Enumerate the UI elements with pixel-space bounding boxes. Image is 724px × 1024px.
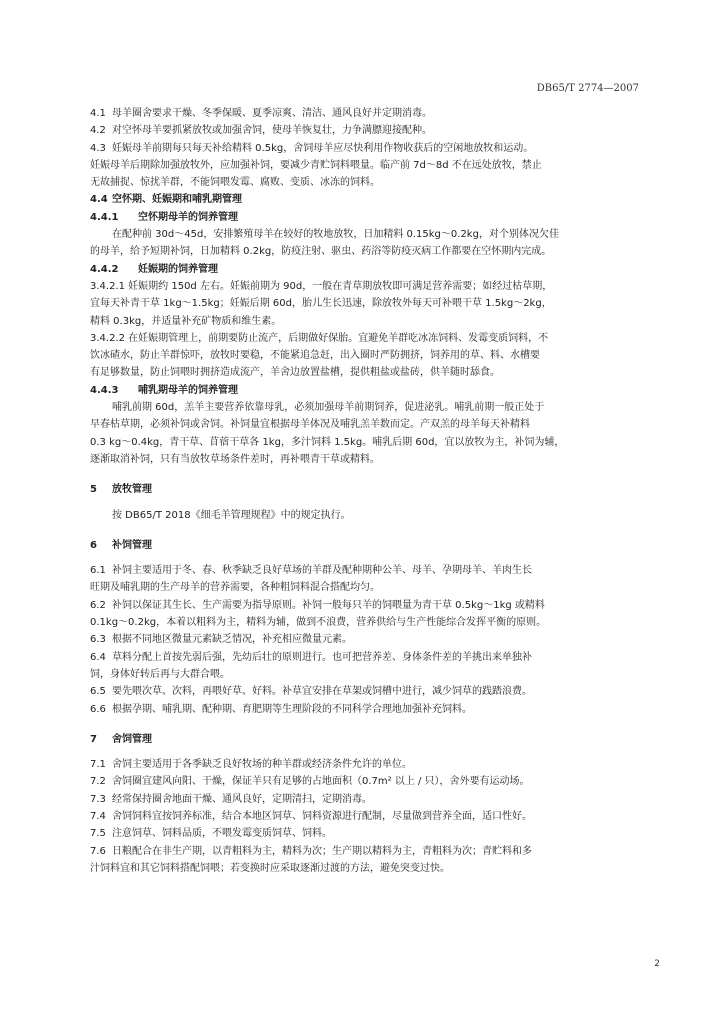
item-number: 4.3 — [90, 142, 106, 154]
document-body — [90, 105, 660, 877]
paragraph-text: 饲，身体好转后再与大群合喂。 — [90, 668, 230, 680]
section-number: 4.4.3 — [90, 384, 119, 396]
item-number: 6.6 — [90, 703, 106, 715]
paragraph-text: 对空怀母羊要抓紧放牧或加强舍饲，使母羊恢复壮，力争满膘迎接配种。 — [112, 125, 432, 137]
paragraph-text: 舍饲饲料宜按饲养标准，结合本地区饲草、饲料资源进行配制，尽量做到营养全面，适口性好。 — [112, 810, 532, 822]
paragraph-text: 旺期及哺乳期的生产母羊的营养需要，各种粗饲料混合搭配均匀。 — [90, 582, 380, 594]
item-number: 6.1 — [90, 565, 106, 577]
paragraph-text: 哺乳前期 60d，羔羊主要营养依靠母乳，必须加强母羊前期饲养，促进泌乳。哺乳前期一般正处于 — [112, 402, 545, 414]
item-number: 4.2 — [90, 125, 106, 137]
paragraph-text: 补饲以保证其生长、生产需要为指导原则。补饲一般每只羊的饲喂量为青干草 0.5kg～1kg 或精料 — [112, 599, 545, 611]
paragraph-text: 0.1kg～0.2kg，本着以粗料为主，精料为辅，做到不浪费，营养供给与生产性能综合发挥平衡的原则。 — [90, 617, 547, 629]
paragraph-text: 舍饲圈宜建风向阳、干燥，保证羊只有足够的占地面积（0.7m² 以上 / 只），舍外要有运动场。 — [112, 776, 530, 788]
item-number: 7.2 — [90, 776, 106, 788]
document-id: DB65/T 2774—2007 — [536, 83, 639, 94]
paragraph-text: 补饲主要适用于冬、春、秋季缺乏良好草场的羊群及配种期种公羊、母羊、孕期母羊、羊肉生长 — [112, 565, 532, 577]
paragraph-text: 舍饲主要适用于各季缺乏良好牧场的种羊群或经济条件允许的单位。 — [112, 759, 412, 771]
paragraph-text: 的母羊，给予短期补饲，日加精料 0.2kg，防疫注射、驱虫、药浴等防疫灭病工作都要在空怀期内完成。 — [90, 246, 552, 258]
paragraph-text: 逐渐取消补饲，只有当放牧草场条件差时，再补喂青干草或精料。 — [90, 453, 380, 465]
item-number: 6.2 — [90, 599, 106, 611]
section-heading: 空怀期母羊的饲养管理 — [138, 211, 238, 223]
section-number: 6 — [90, 539, 97, 551]
paragraph-text: 草料分配上首按先弱后强，先幼后壮的原则进行。也可把营养差、身体条件差的羊挑出来单独补 — [112, 651, 532, 663]
paragraph-text: 按 DB65/T 2018《细毛羊管理规程》中的规定执行。 — [112, 509, 351, 521]
section-heading: 妊娠期的饲养管理 — [138, 263, 218, 275]
paragraph-text: 有足够数量，防止饲喂时拥挤造成流产，羊舍边放置盐槽，提供粗盐或盐砖，供羊随时舔食。 — [90, 367, 500, 379]
item-number: 6.4 — [90, 651, 106, 663]
item-number: 6.5 — [90, 686, 106, 698]
section-heading: 放牧管理 — [112, 484, 152, 496]
paragraph-text: 早春枯草期，必须补饲或舍饲。补饲量宜根据母羊体况及哺乳羔羊数而定。产双羔的母羊每天补精料 — [90, 419, 530, 431]
paragraph-text: 注意饲草、饲料品质，不喂发霉变质饲草、饲料。 — [112, 828, 332, 840]
paragraph-text: 精料 0.3kg，并适量补充矿物质和维生素。 — [90, 315, 282, 327]
paragraph-text: 根据孕期、哺乳期、配种期、育肥期等生理阶段的不同科学合理地加强补充饲料。 — [112, 703, 472, 715]
item-number: 7.4 — [90, 810, 106, 822]
item-number: 4.1 — [90, 108, 106, 119]
paragraph-text: 3.4.2.2 在妊娠期管理上，前期要防止流产，后期做好保胎。宜避免羊群吃冰冻饲料、发霉变质饲料，不 — [90, 332, 549, 344]
paragraph-text: 经常保持圈舍地面干燥、通风良好，定期清扫，定期消毒。 — [112, 793, 372, 805]
paragraph-text: 3.4.2.1 妊娠期约 150d 左右。妊娠前期为 90d，一般在青草期放牧即可满足营养需要；如经过枯草期， — [90, 280, 553, 292]
section-heading: 空怀期、妊娠期和哺乳期管理 — [112, 194, 242, 206]
paragraph-text: 无故捕捉、惊扰羊群，不能饲喂发霉、腐败、变质、冰冻的饲料。 — [90, 177, 380, 189]
section-heading: 哺乳期母羊的饲养管理 — [138, 384, 238, 396]
paragraph-text: 妊娠母羊前期每只每天补给精料 0.5kg，舍饲母羊应尽快利用作物收获后的空闲地放牧和运动。 — [112, 142, 534, 154]
paragraph-text: 宜每天补青干草 1kg～1.5kg；妊娠后期 60d，胎儿生长迅速，除放牧外每天可补喂干草 1.5kg～2kg， — [90, 298, 552, 310]
section-number: 7 — [90, 733, 97, 745]
section-number: 4.4.1 — [90, 211, 119, 223]
paragraph-text: 根据不同地区微量元素缺乏情况，补充相应微量元素。 — [112, 634, 352, 646]
section-heading: 补饲管理 — [112, 539, 152, 551]
paragraph-text: 饮冰碴水，防止羊群惊吓，放牧时要稳，不能紧追急赶，出入圈时严防拥挤，饲养用的草、料、水槽要 — [90, 350, 540, 362]
section-number: 5 — [90, 484, 97, 496]
section-number: 4.4.2 — [90, 263, 119, 275]
paragraph-text: 在配种前 30d～45d，安排繁殖母羊在较好的牧地放牧，日加精料 0.15kg～0.2kg，对个别体况欠佳 — [112, 229, 559, 241]
paragraph-text: 妊娠母羊后期除加强放牧外，应加强补饲，要减少青贮饲料喂量。临产前 7d～8d 不在远处放牧，禁止 — [90, 159, 542, 171]
paragraph-text: 要先喂次草、次料，再喂好草、好料。补草宜安排在草架或饲槽中进行，减少饲草的践踏浪费。 — [112, 686, 532, 698]
item-number: 7.6 — [90, 845, 106, 857]
section-heading: 舍饲管理 — [112, 733, 152, 745]
paragraph-text: 日粮配合在非生产期，以青粗料为主，精料为次；生产期以精料为主，青粗料为次；青贮料和多 — [112, 845, 532, 857]
paragraph-text: 0.3 kg～0.4kg，青干草、苜蓿干草各 1kg，多汁饲料 1.5kg。哺乳后期 60d，宜以放牧为主，补饲为辅， — [90, 436, 565, 448]
section-number: 4.4 — [90, 194, 108, 206]
item-number: 7.1 — [90, 759, 106, 771]
paragraph-text: 汁饲料宜和其它饲料搭配饲喂；若变换时应采取逐渐过渡的方法，避免突变过快。 — [90, 862, 450, 874]
item-number: 7.3 — [90, 793, 106, 805]
item-number: 6.3 — [90, 634, 106, 646]
item-number: 7.5 — [90, 828, 106, 840]
page-number: 2 — [654, 959, 660, 969]
paragraph-text: 母羊圈舍要求干燥、冬季保暖、夏季凉爽、清洁、通风良好并定期消毒。 — [112, 108, 432, 119]
